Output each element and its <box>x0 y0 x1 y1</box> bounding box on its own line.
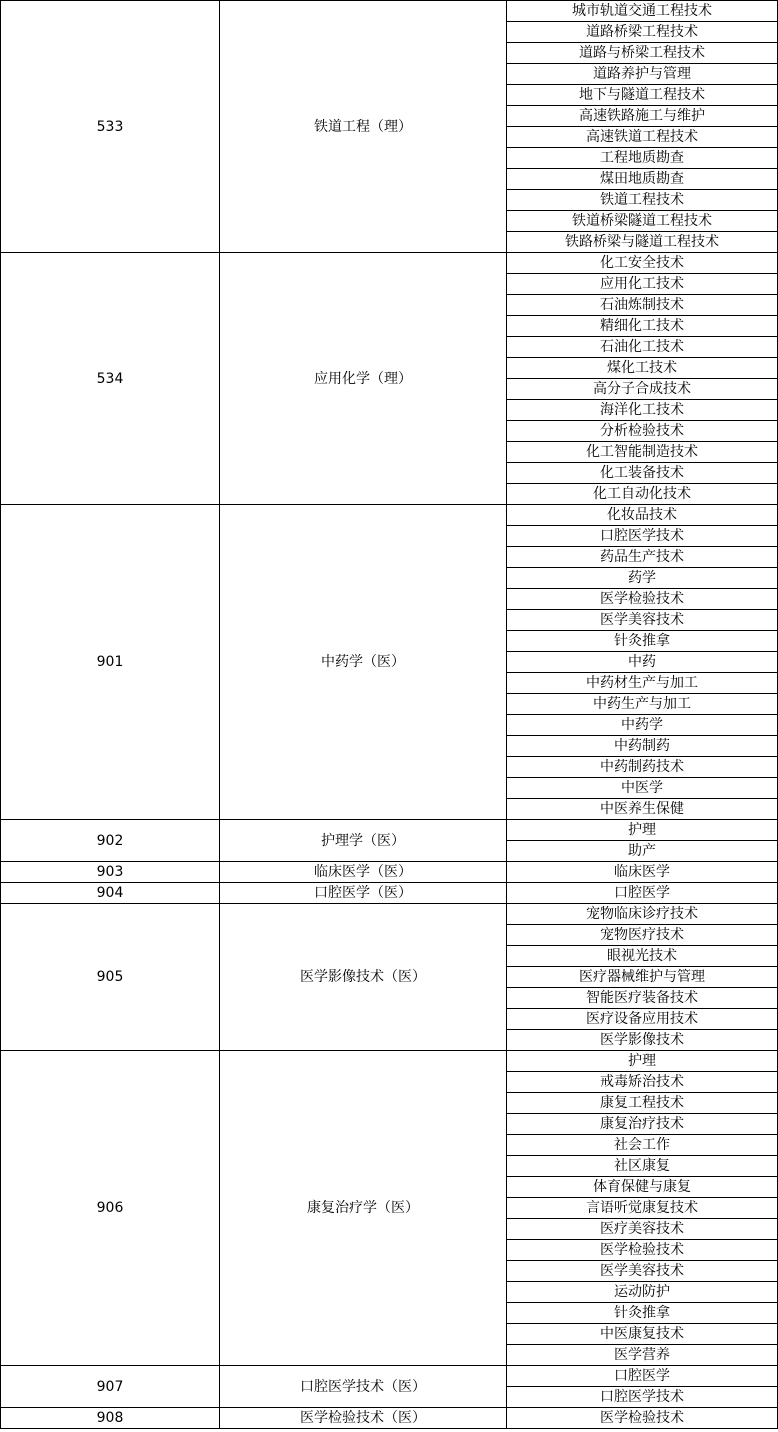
major-cell: 药品生产技术 <box>507 547 778 568</box>
major-cell: 化工安全技术 <box>507 253 778 274</box>
major-cell: 医学美容技术 <box>507 610 778 631</box>
major-cell: 眼视光技术 <box>507 946 778 967</box>
major-cell: 高速铁路施工与维护 <box>507 106 778 127</box>
major-cell: 化工自动化技术 <box>507 484 778 505</box>
major-cell: 口腔医学 <box>507 883 778 904</box>
major-cell: 康复治疗技术 <box>507 1114 778 1135</box>
major-cell: 戒毒矫治技术 <box>507 1072 778 1093</box>
major-cell: 煤化工技术 <box>507 358 778 379</box>
major-cell: 宠物医疗技术 <box>507 925 778 946</box>
group-code-cell: 534 <box>1 253 220 505</box>
major-cell: 医学检验技术 <box>507 1408 778 1429</box>
major-cell: 医学检验技术 <box>507 589 778 610</box>
major-cell: 言语听觉康复技术 <box>507 1198 778 1219</box>
major-cell: 医学检验技术 <box>507 1240 778 1261</box>
group-code-cell: 903 <box>1 862 220 883</box>
major-cell: 化工智能制造技术 <box>507 442 778 463</box>
major-cell: 药学 <box>507 568 778 589</box>
major-cell: 城市轨道交通工程技术 <box>507 1 778 22</box>
major-cell: 道路桥梁工程技术 <box>507 22 778 43</box>
major-cell: 临床医学 <box>507 862 778 883</box>
major-cell: 护理 <box>507 1051 778 1072</box>
group-name-cell: 中药学（医） <box>220 505 507 820</box>
table-row <box>1 862 778 883</box>
group-code-cell: 901 <box>1 505 220 820</box>
major-cell: 中药学 <box>507 715 778 736</box>
table-row <box>1 883 778 904</box>
major-cell: 工程地质勘查 <box>507 148 778 169</box>
table-row <box>1 1366 778 1387</box>
group-code-cell: 906 <box>1 1051 220 1366</box>
group-name-cell: 医学影像技术（医） <box>220 904 507 1051</box>
group-name-cell: 铁道工程（理） <box>220 1 507 253</box>
major-cell: 石油化工技术 <box>507 337 778 358</box>
major-cell: 中医养生保健 <box>507 799 778 820</box>
major-cell: 石油炼制技术 <box>507 295 778 316</box>
major-cell: 铁道桥梁隧道工程技术 <box>507 211 778 232</box>
major-cell: 护理 <box>507 820 778 841</box>
group-code-cell: 904 <box>1 883 220 904</box>
major-cell: 康复工程技术 <box>507 1093 778 1114</box>
group-name-cell: 口腔医学技术（医） <box>220 1366 507 1408</box>
major-cell: 体育保健与康复 <box>507 1177 778 1198</box>
major-cell: 医疗设备应用技术 <box>507 1009 778 1030</box>
group-name-cell: 护理学（医） <box>220 820 507 862</box>
group-code-cell: 907 <box>1 1366 220 1408</box>
major-cell: 智能医疗装备技术 <box>507 988 778 1009</box>
major-cell: 化妆品技术 <box>507 505 778 526</box>
major-cell: 中药制药 <box>507 736 778 757</box>
major-cell: 应用化工技术 <box>507 274 778 295</box>
major-cell: 运动防护 <box>507 1282 778 1303</box>
major-cell: 铁道工程技术 <box>507 190 778 211</box>
major-cell: 铁路桥梁与隧道工程技术 <box>507 232 778 253</box>
major-cell: 道路养护与管理 <box>507 64 778 85</box>
major-cell: 社区康复 <box>507 1156 778 1177</box>
major-cell: 中医康复技术 <box>507 1324 778 1345</box>
table-row <box>1 1051 778 1072</box>
major-cell: 分析检验技术 <box>507 421 778 442</box>
table-row <box>1 1 778 22</box>
major-cell: 中药制药技术 <box>507 757 778 778</box>
group-code-cell: 908 <box>1 1408 220 1429</box>
group-name-cell: 应用化学（理） <box>220 253 507 505</box>
major-cell: 社会工作 <box>507 1135 778 1156</box>
major-cell: 医学美容技术 <box>507 1261 778 1282</box>
major-cell: 医学营养 <box>507 1345 778 1366</box>
major-cell: 口腔医学技术 <box>507 1387 778 1408</box>
major-cell: 宠物临床诊疗技术 <box>507 904 778 925</box>
major-cell: 针灸推拿 <box>507 1303 778 1324</box>
group-name-cell: 临床医学（医） <box>220 862 507 883</box>
major-cell: 中药 <box>507 652 778 673</box>
table-row <box>1 1408 778 1429</box>
major-cell: 精细化工技术 <box>507 316 778 337</box>
major-cell: 针灸推拿 <box>507 631 778 652</box>
major-cell: 中药生产与加工 <box>507 694 778 715</box>
major-cell: 海洋化工技术 <box>507 400 778 421</box>
major-cell: 医疗器械维护与管理 <box>507 967 778 988</box>
major-cell: 医疗美容技术 <box>507 1219 778 1240</box>
major-cell: 医学影像技术 <box>507 1030 778 1051</box>
group-code-cell: 533 <box>1 1 220 253</box>
major-cell: 地下与隧道工程技术 <box>507 85 778 106</box>
major-cell: 化工装备技术 <box>507 463 778 484</box>
group-code-cell: 905 <box>1 904 220 1051</box>
table-body <box>1 1 778 1429</box>
group-name-cell: 口腔医学（医） <box>220 883 507 904</box>
table-row <box>1 505 778 526</box>
major-cell: 助产 <box>507 841 778 862</box>
major-cell: 口腔医学技术 <box>507 526 778 547</box>
major-cell: 道路与桥梁工程技术 <box>507 43 778 64</box>
group-name-cell: 医学检验技术（医） <box>220 1408 507 1429</box>
table-row <box>1 820 778 841</box>
major-cell: 高速铁道工程技术 <box>507 127 778 148</box>
table-row <box>1 904 778 925</box>
major-cell: 口腔医学 <box>507 1366 778 1387</box>
table-row <box>1 253 778 274</box>
group-code-cell: 902 <box>1 820 220 862</box>
major-cell: 中医学 <box>507 778 778 799</box>
major-cell: 中药材生产与加工 <box>507 673 778 694</box>
major-cell: 煤田地质勘查 <box>507 169 778 190</box>
major-cell: 高分子合成技术 <box>507 379 778 400</box>
group-name-cell: 康复治疗学（医） <box>220 1051 507 1366</box>
